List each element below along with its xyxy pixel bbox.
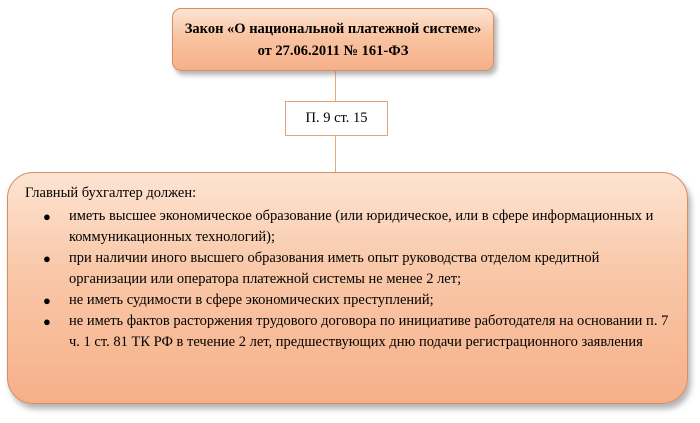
bullet-icon: ● [43,293,51,308]
requirement-item-no-dismissal [25,311,673,353]
requirement-text: не иметь фактов расторжения трудового договора по инициативе работодателя на основании п. 7 ч. 1 ст. 81 ТК РФ в течение 2 лет, предшествующих дню подачи регистрационного заявления [69,313,669,350]
requirement-text: при наличии иного высшего образования иметь опыт руководства отделом кредитной организации или оператора платежной системы не менее 2 лет; [69,250,600,287]
connector-law-to-article [335,71,336,101]
requirements-list [25,206,673,353]
bullet-icon: ● [43,251,51,266]
bullet-icon: ● [43,314,51,329]
requirements-box [7,172,688,404]
requirement-text: иметь высшее экономическое образование (или юридическое, или в сфере информационных и коммуникационных технологий); [69,208,654,245]
law-title: Закон «О национальной платежной системе» от 27.06.2011 № 161-ФЗ [184,20,482,59]
law-title-box [172,8,494,71]
requirement-item-education [25,206,673,248]
requirements-heading: Главный бухгалтер должен: [25,185,197,201]
bullet-icon: ● [43,209,51,224]
requirement-text: не иметь судимости в сфере экономических преступлений; [69,292,434,308]
requirement-item-no-conviction [25,290,673,311]
connector-article-to-requirements [335,136,336,172]
requirement-item-experience [25,248,673,290]
article-reference-box [285,101,388,136]
article-reference: П. 9 ст. 15 [305,110,368,126]
